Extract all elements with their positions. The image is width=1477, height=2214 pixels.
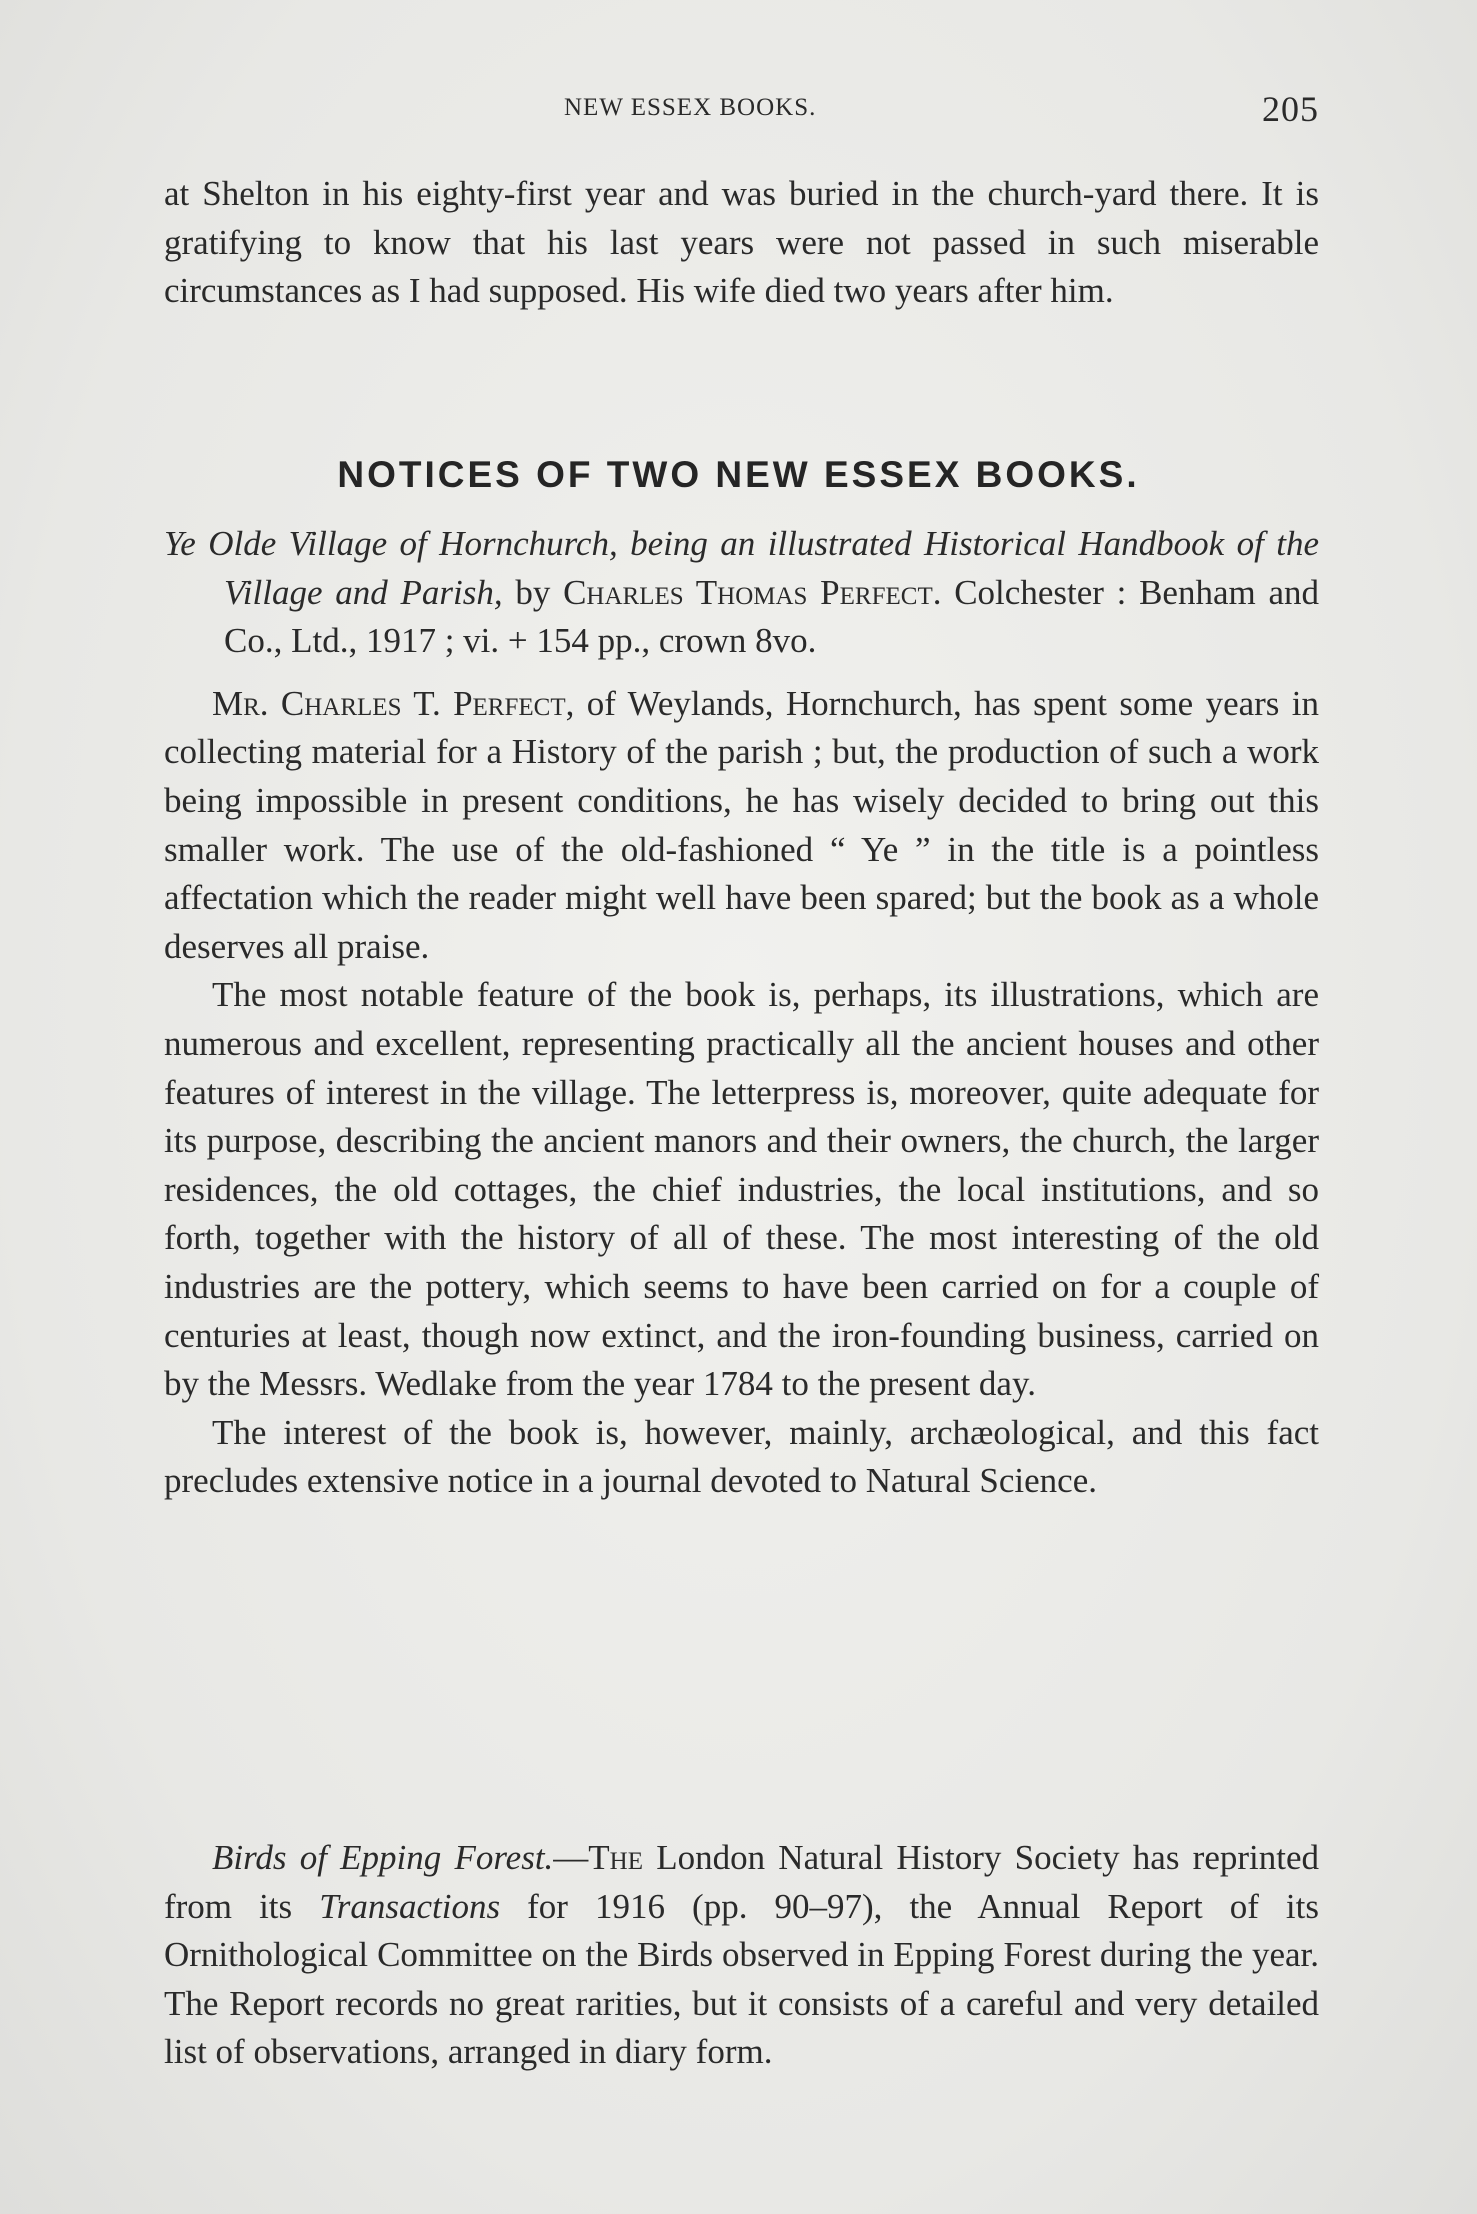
review-2	[164, 1834, 1319, 2077]
review-2-book-title: Birds of Epping Forest.	[212, 1838, 554, 1877]
section-heading: NOTICES OF TWO NEW ESSEX BOOKS.	[337, 454, 1140, 495]
review-1-book-title: Ye Olde Village of Hornchurch, being an illustrated Historical Handbook of the Village and Parish,	[164, 524, 1319, 612]
review-2-dash: —	[553, 1838, 589, 1877]
review-1-paragraph-3: The interest of the book is, however, mainly, archæological, and this fact precludes extensive notice in a journal devoted to Natural Science.	[164, 1412, 1319, 1501]
review-1-reviewed-author: Mr. Charles T. Perfect	[212, 683, 566, 723]
continuation-paragraph: at Shelton in his eighty-first year and was buried in the church-yard there. It is gratifying to know that his last years were not passed in such miserable circumstances as I had supposed. His wife died two years after him.	[164, 174, 1319, 311]
review-1-citation	[164, 520, 1319, 666]
running-title: NEW ESSEX BOOKS.	[564, 94, 817, 121]
review-2-paragraph	[164, 1834, 1319, 2077]
review-1-paragraph-2: The most notable feature of the book is, perhaps, its illustrations, which are numerous and excellent, representing practically all the ancient houses and other features of interest in the village. The letterpress is, moreover, quite adequate for its purpose, describing the ancient manors and their owners, the church, the larger residences, the old cottages, the chief industries, the local institutions, and so forth, together with the history of all of these. The most interesting of the old industries are the pottery, which seems to have been carried on for a couple of centuries at least, though now extinct, and the iron-founding business, carried on by the Messrs. Wedlake from the year 1784 to the present day.	[164, 975, 1319, 1404]
review-1-paragraph-1	[164, 680, 1319, 972]
review-1-author: Charles Thomas Perfect	[563, 572, 933, 612]
review-2-text-1: London Natural History Society has reprinted from its	[164, 1838, 1319, 1926]
review-1-by: by	[515, 572, 551, 612]
review-2-text-2: for 1916 (pp. 90–97), the Annual Report of its Ornithological Committee on the Birds observed in Epping Forest during the year. The Report records no great rarities, but it consists of a careful and very detailed list of observations, arranged in diary form.	[164, 1886, 1319, 2072]
running-head	[164, 88, 1319, 128]
page-number: 205	[1262, 89, 1319, 129]
review-1-paragraph-1-text: , of Weylands, Hornchurch, has spent some years in collecting material for a History of the parish ; but, the production of such a work being impossible in present conditions, he has wisely decided to bring out this smaller work. The use of the old-fashioned “ Ye ” in the title is a pointless affectation which the reader might well have been spared; but the book as a whole deserves all praise.	[164, 683, 1319, 966]
review-1	[164, 520, 1319, 1506]
review-2-the: The	[588, 1838, 644, 1877]
continuation-block	[164, 170, 1319, 316]
review-2-transactions: Transactions	[319, 1886, 501, 1926]
review-1-imprint: . Colchester : Benham and Co., Ltd., 1917 ; vi. + 154 pp., crown 8vo.	[224, 572, 1320, 661]
